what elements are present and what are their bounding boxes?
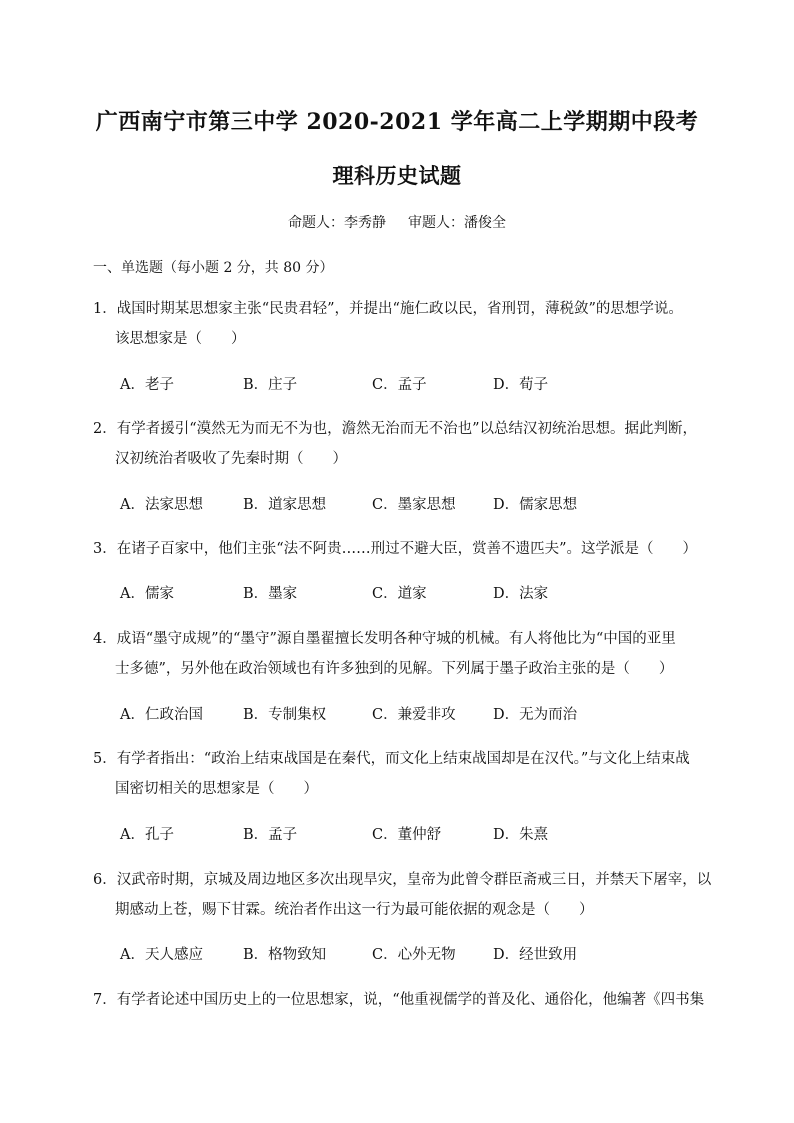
- option-b: B．道家思想: [243, 497, 327, 513]
- author-info: [0, 212, 794, 232]
- question-2-options: [120, 495, 680, 515]
- section-heading: 一、单选题（每小题 2 分，共 80 分）: [93, 260, 334, 276]
- option-c: C．墨家思想: [372, 497, 456, 513]
- question-4-options: [120, 705, 680, 725]
- option-a: A．仁政治国: [120, 707, 203, 723]
- option-a: A．天人感应: [120, 947, 203, 963]
- option-a: A．孔子: [120, 827, 174, 843]
- question-7-text: 7．有学者论述中国历史上的一位思想家，说，“他重视儒学的普及化、通俗化，他编著《四书集: [93, 992, 705, 1008]
- question-1-text: 1．战国时期某思想家主张“民贵君轻”，并提出“施仁政以民，省刑罚，薄税敛”的思想学说。: [93, 301, 683, 317]
- option-c: C．董仲舒: [372, 827, 442, 843]
- option-b: B．格物致知: [243, 947, 327, 963]
- option-d: D．朱熹: [493, 827, 549, 843]
- question-5-text: 5．有学者指出：“政治上结束战国是在秦代，而文化上结束战国却是在汉代。”与文化上结束战: [93, 751, 690, 767]
- question-1-text-cont: 该思想家是（ ）: [115, 331, 246, 347]
- question-1-options: [120, 375, 680, 395]
- option-d: D．儒家思想: [493, 497, 578, 513]
- question-2-text: 2．有学者援引“漠然无为而无不为也，澹然无治而无不治也”以总结汉初统治思想。据此判断，: [93, 421, 698, 437]
- option-a: A．法家思想: [120, 497, 203, 513]
- question-3-text: 3．在诸子百家中，他们主张“法不阿贵……刑过不避大臣，赏善不遗匹夫”。这学派是（ ）: [93, 541, 698, 557]
- option-c: C．道家: [372, 586, 427, 602]
- question-6-text: 6．汉武帝时期，京城及周边地区多次出现旱灾，皇帝为此曾令群臣斋戒三日，并禁天下屠宰，以: [93, 872, 712, 888]
- question-4-text: 4．成语“墨守成规”的“墨守”源自墨翟擅长发明各种守城的机械。有人将他比为“中国的亚里: [93, 631, 676, 647]
- option-d: D．无为而治: [493, 707, 578, 723]
- option-b: B．专制集权: [243, 707, 327, 723]
- option-a: A．儒家: [120, 586, 174, 602]
- option-c: C．心外无物: [372, 947, 456, 963]
- question-6-options: [120, 945, 680, 965]
- option-d: D．经世致用: [493, 947, 578, 963]
- option-b: B．孟子: [243, 827, 298, 843]
- question-5-options: [120, 825, 680, 845]
- reviewer-label: 审题人：潘俊全: [408, 215, 506, 231]
- author-label: 命题人：李秀静: [288, 215, 386, 231]
- option-b: B．庄子: [243, 377, 298, 393]
- option-c: C．兼爱非攻: [372, 707, 456, 723]
- exam-title: 广西南宁市第三中学 2020-2021 学年高二上学期期中段考: [95, 109, 699, 135]
- option-c: C．孟子: [372, 377, 427, 393]
- option-d: D．荀子: [493, 377, 549, 393]
- exam-subtitle: 理科历史试题: [332, 163, 462, 188]
- option-d: D．法家: [493, 586, 549, 602]
- question-3-options: [120, 584, 680, 604]
- question-2-text-cont: 汉初统治者吸收了先秦时期（ ）: [115, 451, 347, 467]
- option-b: B．墨家: [243, 586, 298, 602]
- option-a: A．老子: [120, 377, 174, 393]
- question-6-text-cont: 期感动上苍，赐下甘霖。统治者作出这一行为最可能依据的观念是（ ）: [115, 902, 594, 918]
- question-4-text-cont: 士多德”，另外他在政治领域也有许多独到的见解。下列属于墨子政治主张的是（ ）: [115, 661, 674, 677]
- question-5-text-cont: 国密切相关的思想家是（ ）: [115, 781, 318, 797]
